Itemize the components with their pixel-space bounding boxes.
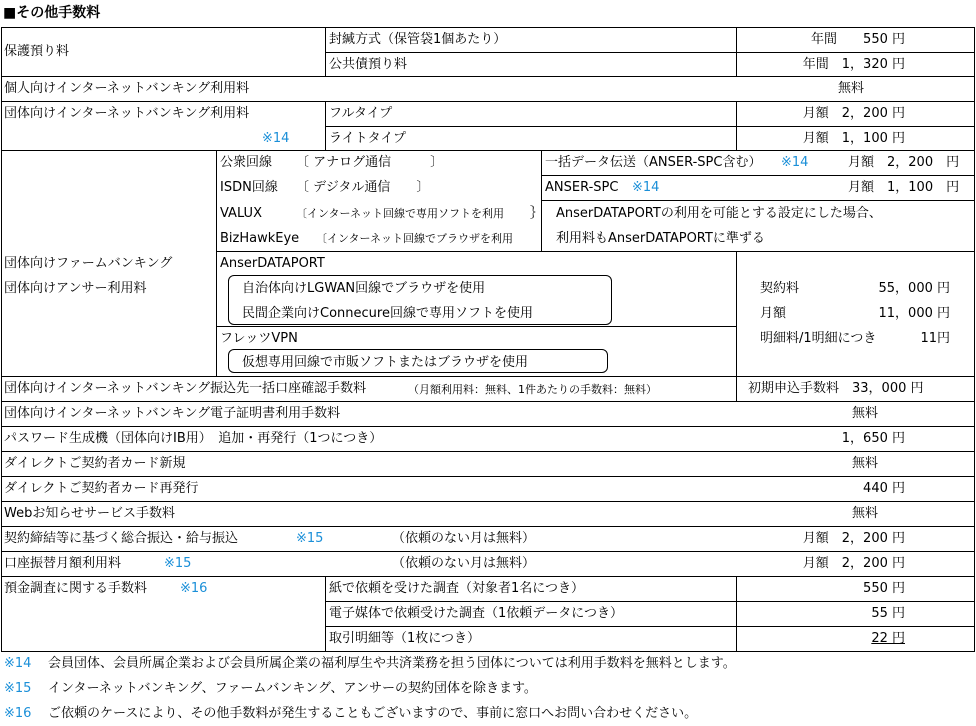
dantai-ib-note: ※14 [262,131,290,146]
fb-line4-desc: 〔インターネット回線でブラウザを利用 [316,232,514,245]
footnote-14-text: 会員団体、会員所属企業および会員所属企業の福利厚生や共済業務を担う団体については利用手数料を無料とします。 [48,656,736,671]
dantai-ib-light-label: ライトタイプ [329,131,406,146]
kojin-label: 個人向けインターネットバンキング利用料 [4,81,250,96]
footnote-15-mark: ※15 [4,681,32,696]
dantai-ib-full-label: フルタイプ [329,106,393,121]
fb-dp-option-1: 自治体向けLGWAN回線でブラウザを使用 [242,281,486,296]
footnote-16-mark: ※16 [4,706,32,721]
footnote-14-mark: ※14 [4,656,32,671]
fb-paren-close: ｝ [530,206,544,221]
fb-fee1-label: 契約料 [760,281,800,296]
cert-label: 団体向けインターネットバンキング電子証明書利用手数料 [4,406,341,421]
hogo-row2-label: 公共債預り料 [329,57,408,72]
fb-fee2-label: 月額 [760,306,787,321]
sougou-cond: （依頼のない月は無料） [392,531,536,546]
yokin-row1-amount: 550 円 [863,581,905,596]
fb-ikkatsu-amount: 月額 2，200 円 [848,155,960,170]
yokin-row3-amount: 22 円 [871,631,905,646]
card-re-label: ダイレクトご契約者カード再発行 [4,481,199,496]
fb-dp-name: AnserDATAPORT [220,256,325,271]
yokin-note: ※16 [180,581,208,596]
kouza-cond: （依頼のない月は無料） [392,556,536,571]
fb-anser-amount: 月額 1，100 円 [848,180,960,195]
fb-dp-note-1: AnserDATAPORTの利用を可能とする設定にした場合、 [556,206,882,221]
dantai-ib-label: 団体向けインターネットバンキング利用料 [4,106,250,121]
card-new-label: ダイレクトご契約者カード新規 [4,456,186,471]
fb-line3-desc: 〔インターネット回線で専用ソフトを利用 [296,207,505,220]
kouza-amount: 月額 2，200 円 [802,556,905,571]
fb-flets-name: フレッツVPN [220,331,298,346]
password-label: パスワード生成機（団体向けIB用） 追加・再発行（1つにつき） [4,431,383,446]
yokin-row1-label: 紙で依頼を受けた調査（対象者1名につき） [329,581,585,596]
furikomi-amount: 初期申込手数料 33，000 円 [748,381,924,396]
hogo-label: 保護預り料 [4,44,70,59]
footnote-15-text: インターネットバンキング、ファームバンキング、アンサーの契約団体を除きます。 [48,681,537,696]
fb-anser-note: ※14 [632,180,660,195]
fb-line2-desc: 〔 デジタル通信 〕 [296,180,430,195]
sougou-label: 契約締結等に基づく総合振込・給与振込 [4,531,239,546]
fb-ikkatsu-note: ※14 [781,155,809,170]
fb-label-1: 団体向けファームバンキング [4,256,173,271]
cert-amount: 無料 [852,406,879,421]
kojin-amount: 無料 [838,81,865,96]
fb-line1-desc: 〔 アナログ通信 〕 [296,155,444,170]
fb-fee3-label: 明細料/1明細につき [760,331,877,346]
fb-anser-label: ANSER-SPC [545,180,619,195]
fb-line2-name: ISDN回線 [220,180,278,195]
hogo-row2-amount: 年間 1，320 円 [802,57,905,72]
hogo-row1-amount: 年間 550 円 [811,32,905,47]
hogo-row1-label: 封緘方式（保管袋1個あたり） [329,32,507,47]
password-amount: 1，650 円 [841,431,905,446]
fb-line4-name: BizHawkEye [220,231,300,246]
sougou-note: ※15 [296,531,324,546]
kouza-note: ※15 [164,556,192,571]
furikomi-label: 団体向けインターネットバンキング振込先一括口座確認手数料 [4,381,367,396]
yokin-row2-label: 電子媒体で依頼受けた調査（1依頼データにつき） [329,606,624,621]
fb-fee2-amount: 11，000 円 [878,306,950,321]
fb-fee3-amount: 11円 [920,331,950,346]
yokin-label: 預金調査に関する手数料 [4,581,148,596]
page-title: ■その他手数料 [3,5,101,21]
card-re-amount: 440 円 [863,481,905,496]
yokin-row2-amount: 55 円 [871,606,905,621]
web-amount: 無料 [852,506,879,521]
yokin-row3-label: 取引明細等（1枚につき） [329,631,481,646]
furikomi-note: （月額利用料：無料、1件あたりの手数料：無料） [408,383,657,396]
fb-dp-option-2: 民間企業向けConnecure回線で専用ソフトを使用 [242,306,533,321]
fb-line3-name: VALUX [220,206,262,221]
fb-fee1-amount: 55，000 円 [878,281,950,296]
fb-dp-note-2: 利用料もAnserDATAPORTに準ずる [556,231,765,246]
web-label: Webお知らせサービス手数料 [4,506,175,521]
footnote-16-text: ご依頼のケースにより、その他手数料が発生することもございますので、事前に窓口へお問い合わせください。 [48,706,698,721]
fb-ikkatsu-label: 一括データ伝送（ANSER-SPC含む） [545,155,762,170]
fb-label-2: 団体向けアンサー利用料 [4,281,147,296]
card-new-amount: 無料 [852,456,879,471]
dantai-ib-light-amount: 月額 1，100 円 [802,131,905,146]
kouza-label: 口座振替月額利用料 [4,556,122,571]
dantai-ib-full-amount: 月額 2，200 円 [802,106,905,121]
fb-flets-desc: 仮想専用回線で市販ソフトまたはブラウザを使用 [242,355,529,370]
sougou-amount: 月額 2，200 円 [802,531,905,546]
fb-line1-name: 公衆回線 [220,155,273,170]
